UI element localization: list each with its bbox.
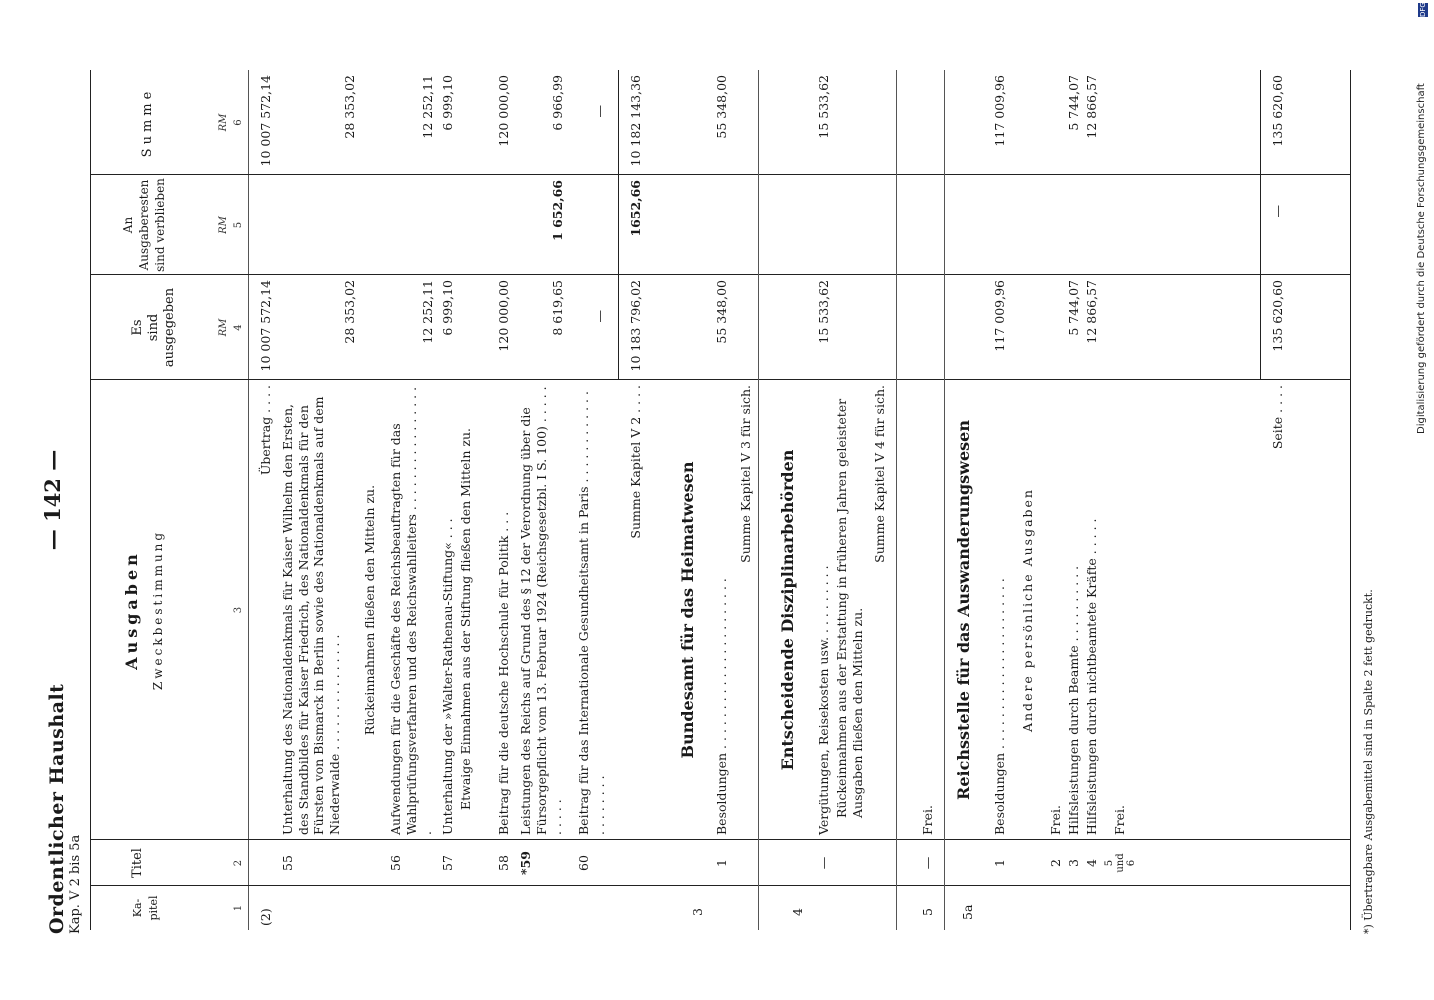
titel-60-text: Beitrag für das Internationale Gesundheitsamt in Paris . . . . . . . . . . . . . . . . . . . . — [576, 391, 607, 835]
col-line-4 — [90, 274, 1350, 275]
kapitel-5-rule — [944, 70, 945, 930]
titel-57-note: Etwaige Einnahmen aus der Stiftung fließen den Mitteln zu. — [458, 427, 473, 810]
kapitel-5a-titel-4-col4: 12 866,57 — [1084, 280, 1099, 344]
titel-55-col4: 28 353,02 — [342, 280, 357, 344]
kapitel-3-rule — [758, 70, 759, 930]
sum-v2-rule — [618, 70, 619, 380]
titel-59-col6: 6 966,99 — [550, 75, 565, 131]
sum-v2-label: Summe Kapitel V 2 . . . . — [628, 385, 643, 539]
kapitel-4-col6: 15 533,62 — [816, 75, 831, 139]
titel-58-text: Beitrag für die deutsche Hochschule für Politik . . . — [496, 511, 511, 835]
seite-col5: — — [1270, 205, 1285, 218]
sum-v2-col4: 10 183 796,02 — [628, 280, 643, 372]
titel-56-text: Aufwendungen für die Geschäfte des Reichsbeauftragten für das Wahlprüfungsverfahren und des Reichswahlleiters . . . . . . . . . . . . . . . . . — [388, 386, 434, 835]
sum-v3-label: Summe Kapitel V 3 für sich. — [738, 385, 753, 563]
colnum-2: 2 — [233, 859, 244, 867]
colnum-3: 3 — [233, 606, 244, 614]
seite-col4: 135 620,60 — [1270, 280, 1285, 352]
kapitel-4-col4: 15 533,62 — [816, 280, 831, 344]
titel-56: 56 — [388, 855, 403, 871]
header-bottom-rule — [248, 70, 249, 930]
kapitel-5a-titel-3-col4: 5 744,07 — [1066, 280, 1081, 336]
kapitel-5a-subheading: Andere persönliche Ausgaben — [1020, 488, 1035, 733]
colnum-1: 1 — [233, 904, 244, 912]
col-ausgaben-header: Ausgaben — [122, 550, 141, 670]
colnum-5: 5 — [233, 221, 244, 229]
titel-55-text: Unterhaltung des Nationaldenkmals für Kaiser Wilhelm den Ersten, des Standbildes für Kaiser Friedrich, des Nationaldenkmals für den Fürsten von Bismarck in Berlin sowie des Nationaldenkmals auf dem Niederwalde . . . . . . . . . . . . . . . — [280, 396, 342, 835]
kapitel-5a-titel-3-text: Hilfsleistungen durch Beamte . . . . . . . . . . — [1066, 565, 1081, 835]
titel-56-col4: 12 252,11 — [420, 280, 435, 344]
kapitel-5a-titel-2: 2 — [1048, 859, 1063, 867]
seite-col6: 135 620,60 — [1270, 75, 1285, 147]
kapitel-5-text: Frei. — [920, 804, 935, 835]
kapitel-5a-titel-4-text: Hilfsleistungen durch nichtbeamtete Kräfte . . . . . — [1084, 518, 1099, 835]
budget-table — [90, 70, 1350, 930]
titel-59-col4: 8 619,65 — [550, 280, 565, 336]
kapitel-5: 5 — [920, 908, 935, 916]
kapitel-5a-titel-4: 4 — [1084, 859, 1099, 867]
col-ausgegeben-header: Es sind ausgegeben — [130, 287, 177, 368]
kapitel-5a-titel-1-text: Besoldungen . . . . . . . . . . . . . . . . . . . . . . — [992, 578, 1007, 835]
titel-58-col6: 120 000,00 — [496, 75, 511, 147]
titel-60-col4: — — [592, 310, 607, 323]
kapitel-5a-titel-1-col4: 117 009,96 — [992, 280, 1007, 352]
kapitel-4: 4 — [790, 908, 805, 916]
kapitel-3-titel-1-text: Besoldungen . . . . . . . . . . . . . . . . . . . . . . — [714, 578, 729, 835]
budget-title: Ordentlicher Haushalt — [46, 683, 68, 934]
chapter-range: Kap. V 2 bis 5a — [68, 834, 83, 934]
dfg-watermark: Digitalisierung gefördert durch die Deutsche Forschungsgemeinschaft — [1416, 83, 1427, 434]
titel-56-col6: 12 252,11 — [420, 75, 435, 139]
table-top-rule — [90, 70, 91, 930]
kapitel-5-titel: — — [920, 856, 935, 870]
kapitel-5a-titel-3: 3 — [1066, 859, 1081, 867]
titel-59-text: Leistungen des Reichs auf Grund des § 12 der Verordnung über die Fürsorgepflicht vom 13. Februar 1924 (Reichsgesetzbl. I S. 100) . . . . . . . . . . — [518, 386, 564, 835]
titel-59-col5: 1 652,66 — [550, 180, 565, 241]
kapitel-4-title: Entscheidende Disziplinarbehörden — [778, 449, 797, 771]
kapitel-3: 3 — [690, 908, 705, 916]
colnum-4: 4 — [233, 324, 244, 331]
kapitel-3-titel-1-col6: 55 348,00 — [714, 75, 729, 139]
kapitel-4-note: Rückeinnahmen aus der Erstattung in früheren Jahren geleisteter Ausgaben fließen den Mitteln zu. — [834, 398, 865, 818]
uebertrag-col6: 10 007 572,14 — [258, 75, 273, 167]
kapitel-5a-titel-5-6: 5 und 6 — [1104, 853, 1137, 873]
titel-58-col4: 120 000,00 — [496, 280, 511, 352]
kapitel-5a-title: Reichsstelle für das Auswanderungswesen — [954, 420, 973, 800]
dfg-logo-icon: DFG — [1419, 2, 1427, 17]
footnote: *) Übertragbare Ausgabemittel sind in Spalte 2 fett gedruckt. — [1362, 589, 1375, 934]
col-summe-header: Summe — [140, 87, 155, 158]
kapitel-5a-titel-3-col6: 5 744,07 — [1066, 75, 1081, 131]
kapitel-5a-titel-1-col6: 117 009,96 — [992, 75, 1007, 147]
titel-60: 60 — [576, 855, 591, 871]
sum-v4-label: Summe Kapitel V 4 für sich. — [872, 385, 887, 563]
kapitel-5a-titel-4-col6: 12 866,57 — [1084, 75, 1099, 139]
titel-59: *59 — [518, 851, 533, 875]
titel-57: 57 — [440, 855, 455, 871]
sum-v2-col6: 10 182 143,36 — [628, 75, 643, 167]
kapitel-2: (2) — [258, 908, 273, 926]
seite-rule — [1260, 70, 1261, 380]
page-number: — 142 — — [40, 449, 65, 551]
sum-v2-col5: 1652,66 — [628, 180, 643, 237]
titel-57-col4: 6 999,10 — [440, 280, 455, 336]
kapitel-4-text: Vergütungen, Reisekosten usw. . . . . . . . . . — [816, 565, 831, 835]
titel-55-col6: 28 353,02 — [342, 75, 357, 139]
kapitel-3-titel-1: 1 — [714, 859, 729, 867]
table-bottom-rule — [1350, 70, 1351, 930]
kapitel-5a-titel-1: 1 — [992, 859, 1007, 867]
unit-col5: RM — [218, 216, 229, 234]
kapitel-3-titel-1-col4: 55 348,00 — [714, 280, 729, 344]
kapitel-4-titel: — — [816, 856, 831, 870]
titel-55: 55 — [280, 855, 295, 871]
uebertrag-col4: 10 007 572,14 — [258, 280, 273, 372]
uebertrag-label: Übertrag . . . . — [258, 385, 273, 476]
titel-60-col6: — — [592, 105, 607, 118]
col-titel-header: Titel — [130, 848, 145, 878]
kapitel-5a-titel-5-6-text: Frei. — [1112, 804, 1127, 835]
col-ausgaberesten-header: An Ausgaberesten sind verblieben — [121, 178, 167, 272]
col-kapitel-header: Ka- pitel — [131, 895, 160, 921]
colnum-6: 6 — [233, 119, 244, 126]
col-zweck-header: Zweckbestimmung — [151, 529, 165, 691]
kapitel-5a-titel-2-text: Frei. — [1048, 804, 1063, 835]
kapitel-3-title: Bundesamt für das Heimatwesen — [678, 461, 697, 759]
titel-55-note: Rückeinnahmen fließen den Mitteln zu. — [362, 484, 377, 736]
kapitel-4-rule — [896, 70, 897, 930]
titel-57-text: Unterhaltung der »Walter-Rathenau-Stiftung« . . . — [440, 518, 455, 835]
titel-58: 58 — [496, 855, 511, 871]
titel-57-col6: 6 999,10 — [440, 75, 455, 131]
seite-label: Seite . . . . — [1270, 385, 1285, 450]
kapitel-5a: 5a — [960, 904, 975, 920]
unit-col6: RM — [218, 113, 229, 132]
unit-col4: RM — [218, 318, 229, 337]
